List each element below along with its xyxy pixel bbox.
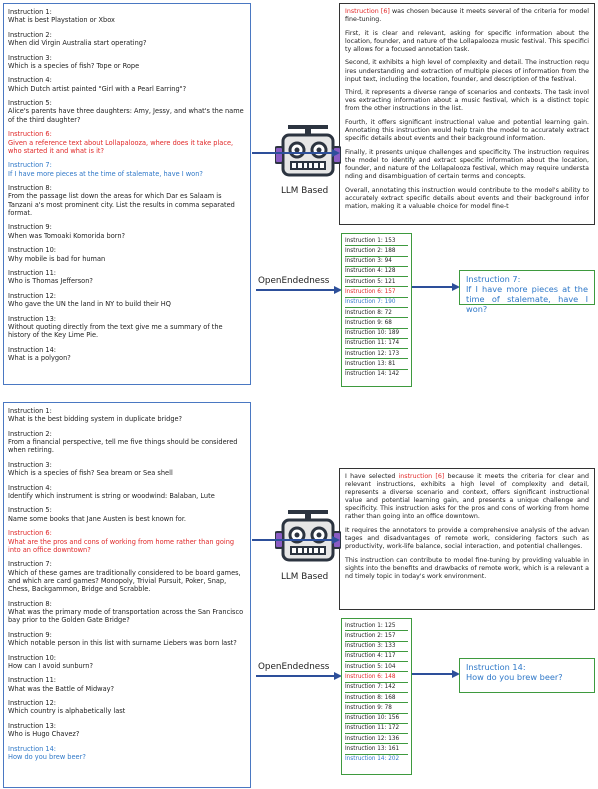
instruction-item: [8, 699, 246, 716]
instruction-text: Which notable person in this list with surname Liebers was born last?: [8, 639, 237, 648]
score-row: Instruction 1: 153: [345, 236, 408, 246]
instruction-text: When did Virgin Australia start operating?: [8, 39, 147, 48]
instruction-label: Instruction 6:: [8, 529, 52, 538]
instruction-item: [8, 722, 246, 739]
instruction-item: [8, 315, 246, 340]
panel2-score-list: [341, 618, 412, 775]
instruction-text: Name some books that Jane Austen is best known for.: [8, 514, 187, 523]
instruction-label: Instruction 4:: [8, 76, 52, 85]
arrow-to-explanation-icon: [252, 535, 340, 545]
score-row: Instruction 5: 104: [345, 662, 408, 672]
instruction-item: [8, 130, 246, 155]
instruction-text: If I have more pieces at the time of stalemate, have I won?: [8, 169, 203, 178]
score-row: Instruction 3: 94: [345, 257, 408, 267]
instruction-label: Instruction 1:: [8, 407, 52, 415]
instruction-label: Instruction 4:: [8, 483, 52, 492]
instruction-item: [8, 654, 246, 671]
score-row: Instruction 7: 190: [345, 298, 408, 308]
highlight-instruction: Instruction [6]: [345, 8, 390, 15]
instruction-text: Which Dutch artist painted "Girl with a Pearl Earring"?: [8, 84, 187, 93]
arrow-to-scores-icon: [256, 671, 342, 681]
instruction-label: Instruction 7:: [8, 161, 52, 170]
explanation-para: Second, it exhibits a high level of complexity and detail. The instruction requ ires understanding and extraction of multiple pieces of information from the input text, including the location, founder, and description of the festival.: [345, 59, 589, 83]
instruction-item: [8, 292, 246, 309]
explanation-para: First, it is clear and relevant, asking for specific information about the location, founder, and nature of the Lollapalooza music festival. This specifici ty allows for a focused annotation task.: [345, 29, 589, 53]
instruction-text: Alice's parents have three daughters: Amy, Jessy, and what's the name of the third daughter?: [8, 107, 244, 124]
arrow-to-answer-icon: [412, 669, 460, 679]
instruction-label: Instruction 12:: [8, 291, 56, 300]
instruction-label: Instruction 2:: [8, 429, 52, 438]
explanation-para: Fourth, it offers significant instructional value and potential learning gain. Annotating this instruction would help train the model to accurately extract specific details about events and their background information.: [345, 119, 589, 143]
instruction-label: Instruction 11:: [8, 676, 56, 685]
arrow-to-explanation-icon: [252, 148, 340, 158]
score-row: Instruction 2: 157: [345, 631, 408, 641]
explanation-para: It requires the annotators to provide a comprehensive analysis of the advan tages and disadvantages of remote work, considering factors such as productivity, work-life balance, social interaction, and potential challenges.: [345, 527, 589, 551]
score-row: Instruction 4: 128: [345, 267, 408, 277]
instruction-label: Instruction 9:: [8, 223, 52, 232]
score-row: Instruction 10: 189: [345, 329, 408, 339]
instruction-text: Which country is alphabetically last: [8, 707, 126, 716]
instruction-label: Instruction 6:: [8, 130, 52, 139]
llm-based-label: LLM Based: [281, 186, 329, 196]
instruction-item: [8, 246, 246, 263]
score-row: Instruction 7: 142: [345, 683, 408, 693]
highlight-instruction: instruction [6]: [398, 473, 445, 480]
instruction-label: Instruction 3:: [8, 460, 52, 469]
instruction-label: Instruction 13:: [8, 721, 56, 730]
score-row: Instruction 13: 81: [345, 359, 408, 369]
explanation-para: Third, it represents a diverse range of scenarios and contexts. The task invol ves extracting information about a music festival, which is a distinct topic from the other instructions in the list.: [345, 89, 589, 113]
score-row: Instruction 14: 142: [345, 371, 400, 378]
instruction-item: [8, 223, 246, 240]
instruction-item: [8, 407, 246, 424]
instruction-item: [8, 99, 246, 124]
score-row: Instruction 2: 188: [345, 246, 408, 256]
openendedness-label: OpenEndedness: [258, 276, 330, 286]
instruction-item: [8, 430, 246, 455]
instruction-item: [8, 269, 246, 286]
instruction-text: When was Tomoaki Komorida born?: [8, 231, 126, 240]
arrow-to-answer-icon: [412, 282, 460, 292]
score-row: Instruction 9: 78: [345, 703, 408, 713]
score-row: Instruction 9: 68: [345, 318, 408, 328]
answer-text: If I have more pieces at the time of stalemate, have I won?: [466, 284, 588, 314]
instruction-text: Why mobile is bad for human: [8, 254, 106, 263]
score-row: Instruction 1: 125: [345, 621, 408, 631]
instruction-text: What is the best bidding system in duplicate bridge?: [8, 415, 183, 424]
instruction-text: From the passage list down the areas for which Dar es Salaam is Tanzani a's most prominent city. List the results in comma separated format.: [8, 192, 235, 217]
instruction-text: How can I avoid sunburn?: [8, 661, 93, 670]
score-row: Instruction 11: 174: [345, 339, 408, 349]
explanation-intro: Instruction [6] was chosen because it meets several of the criteria for model fine-tuning.: [345, 8, 589, 24]
answer-label: Instruction 14:: [466, 662, 526, 672]
instruction-label: Instruction 9:: [8, 630, 52, 639]
instruction-text: What was the Battle of Midway?: [8, 684, 115, 693]
instruction-item: [8, 31, 246, 48]
instruction-text: What was the primary mode of transportation across the San Francisco bay prior to the Golden Gate Bridge?: [8, 607, 244, 625]
score-row: Instruction 14: 202: [345, 756, 400, 763]
panel2-selected-answer: [459, 658, 595, 693]
llm-based-label: LLM Based: [281, 572, 329, 582]
panel1-instruction-list: [3, 3, 251, 385]
instruction-label: Instruction 3:: [8, 53, 52, 62]
instruction-label: Instruction 1:: [8, 8, 52, 16]
score-row: Instruction 12: 173: [345, 349, 408, 359]
panel1-selected-answer: [459, 270, 595, 314]
instruction-item: [8, 745, 246, 762]
instruction-label: Instruction 10:: [8, 653, 56, 662]
score-row: Instruction 8: 168: [345, 693, 408, 703]
instruction-item: [8, 676, 246, 693]
instruction-item: [8, 54, 246, 71]
panel1-score-list: [341, 233, 412, 387]
score-row: Instruction 10: 156: [345, 714, 408, 724]
instruction-text: Without quoting directly from the text give me a summary of the history of the Key Lime Pie.: [8, 322, 223, 340]
instruction-label: Instruction 11:: [8, 269, 56, 277]
instruction-text: What is a polygon?: [8, 353, 71, 362]
instruction-label: Instruction 5:: [8, 506, 52, 515]
instruction-item: [8, 161, 246, 178]
panel2-instruction-list: [3, 402, 251, 788]
answer-label: Instruction 7:: [466, 274, 521, 284]
instruction-item: [8, 631, 246, 648]
instruction-text: Which is a species of fish? Sea bream or Sea shell: [8, 469, 173, 478]
score-row: Instruction 3: 133: [345, 642, 408, 652]
score-row: Instruction 8: 72: [345, 308, 408, 318]
explanation-para: This instruction can contribute to model fine-tuning by providing valuable in sights into the benefits and drawbacks of remote work, which is a relevant a nd timely topic in today's work environment.: [345, 556, 589, 581]
instruction-text: From a financial perspective, tell me five things should be considered when retiring.: [8, 438, 238, 455]
instruction-text: Identify which instrument is string or woodwind: Balaban, Lute: [8, 491, 215, 500]
instruction-text: Which is a species of fish? Tope or Rope: [8, 61, 140, 70]
score-row: Instruction 6: 148: [345, 672, 408, 682]
instruction-label: Instruction 14:: [8, 744, 56, 753]
instruction-text: Who gave the UN the land in NY to build their HQ: [8, 300, 171, 309]
openendedness-label: OpenEndedness: [258, 662, 330, 672]
instruction-label: Instruction 7:: [8, 560, 52, 569]
instruction-text: Who is Thomas Jefferson?: [8, 277, 93, 286]
instruction-text: What are the pros and cons of working from home rather than going into an office downtown?: [8, 537, 235, 554]
score-row: Instruction 6: 157: [345, 287, 408, 297]
score-row: Instruction 5: 121: [345, 277, 408, 287]
instruction-label: Instruction 2:: [8, 30, 52, 39]
arrow-to-scores-icon: [256, 285, 342, 295]
instruction-text: What is best Playstation or Xbox: [8, 16, 115, 25]
score-row: Instruction 12: 136: [345, 734, 408, 744]
explanation-para: Finally, it presents unique challenges and specificity. The instruction requires the model to identify and extract specific information about the location, founder, and nature of the Lollapalooza festival, which may require understa nding and disambiguation of certain terms and concepts.: [345, 148, 589, 181]
instruction-label: Instruction 8:: [8, 599, 52, 608]
instruction-item: [8, 560, 246, 593]
instruction-item: [8, 461, 246, 478]
instruction-text: Which of these games are traditionally considered to be board games, and which are card games? Monopoly, Trivial Pursuit, Poker, Snap, Chess, Backgammon, Bridge and Scrabble.: [8, 568, 241, 594]
instruction-text: Given a reference text about Lollapalooza, where does it take place, who started it and what is it?: [8, 138, 234, 155]
panel2-llm-explanation: [339, 468, 595, 610]
instruction-label: Instruction 5:: [8, 99, 52, 108]
score-row: Instruction 11: 172: [345, 724, 408, 734]
instruction-item: [8, 529, 246, 554]
instruction-label: Instruction 12:: [8, 699, 56, 708]
instruction-text: How do you brew beer?: [8, 752, 86, 761]
instruction-item: [8, 184, 246, 217]
explanation-para: Overall, annotating this instruction would contribute to the model's ability to accurately extract specific details about events and their background infor mation, making it a valuable choice for model fine-t: [345, 186, 589, 210]
instruction-item: [8, 600, 246, 625]
score-row: Instruction 13: 161: [345, 744, 408, 754]
instruction-label: Instruction 8:: [8, 184, 52, 193]
instruction-item: [8, 506, 246, 523]
explanation-intro: I have selected instruction [6] because it meets the criteria for clear and relevant instructions, exhibits a high level of complexity and detail, represents a diverse scenario and context, offers significant instructional value and potential learning gain, and presents a unique challenge and specificity. This instruction asks for the pros and cons of working from home rather than going into an office downtown.: [345, 473, 589, 521]
instruction-item: [8, 8, 246, 25]
score-row: Instruction 4: 117: [345, 652, 408, 662]
instruction-item: [8, 76, 246, 93]
panel1-llm-explanation: [339, 3, 595, 225]
instruction-label: Instruction 14:: [8, 345, 56, 354]
instruction-text: Who is Hugo Chavez?: [8, 730, 80, 739]
instruction-item: [8, 484, 246, 501]
instruction-label: Instruction 13:: [8, 314, 56, 323]
answer-text: How do you brew beer?: [466, 672, 563, 682]
instruction-item: [8, 346, 246, 363]
instruction-label: Instruction 10:: [8, 246, 56, 255]
